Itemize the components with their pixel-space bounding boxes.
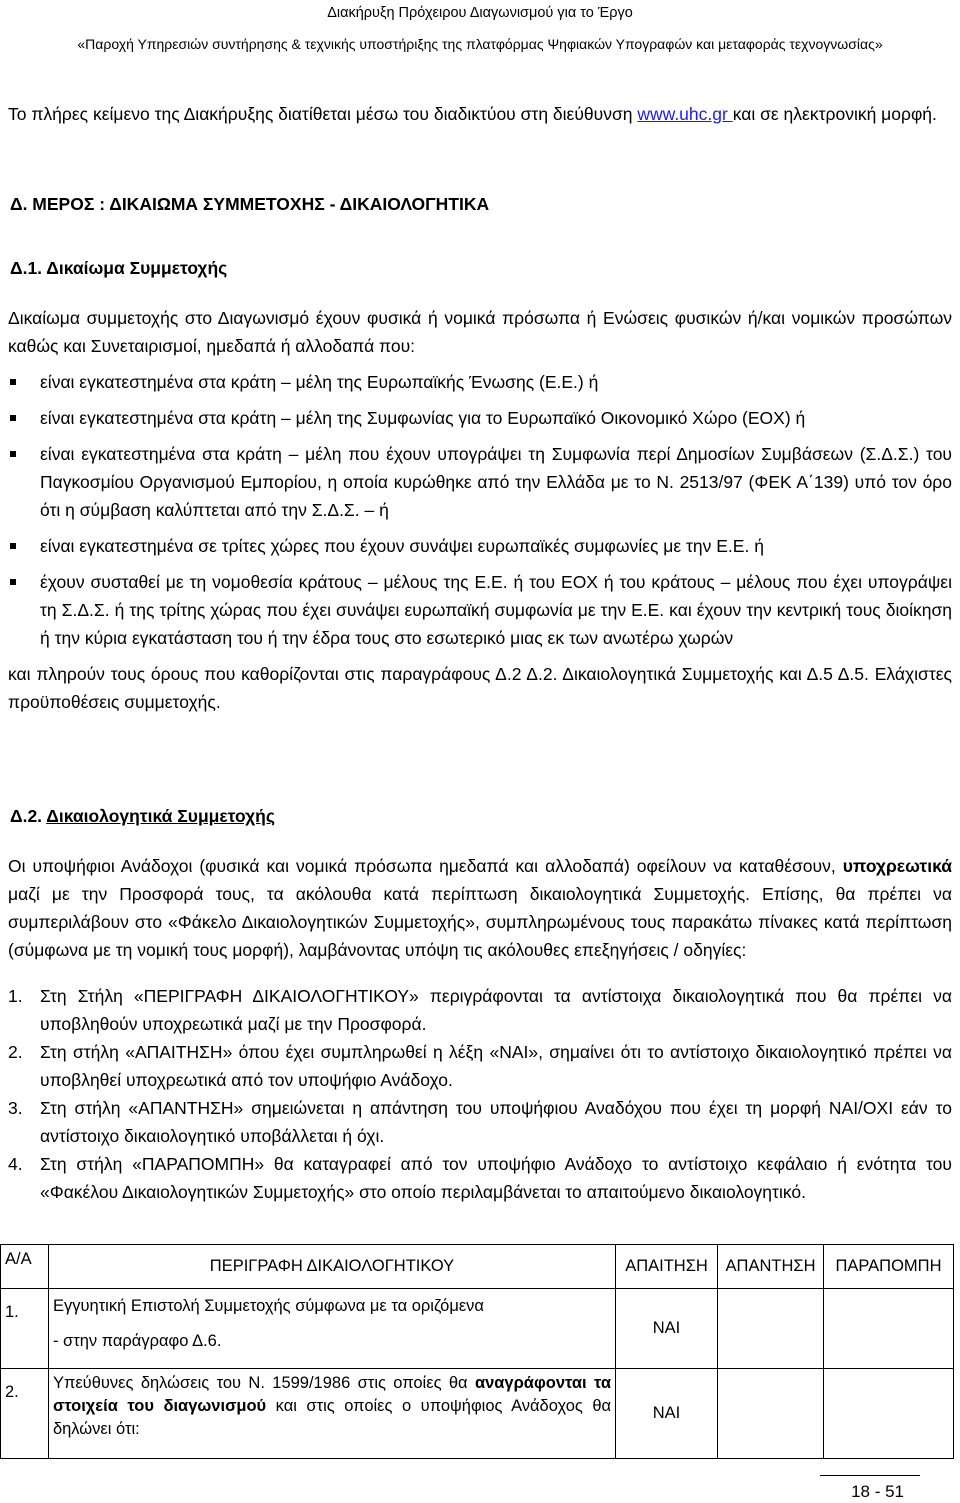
eligibility-list bbox=[8, 368, 952, 652]
running-header-project: «Παροχή Υπηρεσιών συντήρησης & τεχνικής υποστήριξης της πλατφόρμας Ψηφιακών Υπογραφών και μεταφοράς τεχνογνωσίας» bbox=[77, 36, 883, 52]
square-bullet-icon bbox=[10, 543, 16, 549]
square-bullet-icon bbox=[10, 379, 16, 385]
subsection-1-number: Δ.1. bbox=[10, 258, 47, 278]
list-item: 1. Στη Στήλη «ΠΕΡΙΓΡΑΦΗ ΔΙΚΑΙΟΛΟΓΗΤΙΚΟΥ» περιγράφονται τα αντίστοιχα δικαιολογητικά που θα πρέπει να υποβληθούν υποχρεωτικά μαζί με την Προσφορά. bbox=[8, 986, 952, 1034]
subsection-2-body bbox=[8, 852, 952, 1206]
row-number: 2. bbox=[1, 1369, 49, 1459]
page-number-rule bbox=[820, 1475, 920, 1476]
row-answer[interactable] bbox=[718, 1289, 824, 1369]
table-row bbox=[1, 1369, 954, 1459]
list-item: είναι εγκατεστημένα στα κράτη – μέλη της Συμφωνίας για το Ευρωπαϊκό Οικονομικό Χώρο (ΕΟΧ) ή bbox=[8, 404, 952, 432]
table-row bbox=[1, 1289, 954, 1369]
page-number: 18 - 51 bbox=[851, 1482, 904, 1501]
list-item: είναι εγκατεστημένα σε τρίτες χώρες που έχουν συνάψει ευρωπαϊκές συμφωνίες με την Ε.Ε. ή bbox=[8, 532, 952, 560]
row-requirement: ΝΑΙ bbox=[616, 1289, 718, 1369]
list-item: 4. Στη στήλη «ΠΑΡΑΠΟΜΠΗ» θα καταγραφεί από τον υποψήφιο Ανάδοχο το αντίστοιχο κεφάλαιο ή ενότητα του «Φακέλου Δικαιολογητικών Συμμετοχής» στο οποίο περιλαμβάνεται το απαιτούμενο δικαιολογητικό. bbox=[8, 1154, 952, 1202]
row-reference[interactable] bbox=[824, 1289, 954, 1369]
uhc-link[interactable]: www.uhc.gr bbox=[637, 104, 733, 124]
square-bullet-icon bbox=[10, 579, 16, 585]
list-item: 2. Στη στήλη «ΑΠΑΙΤΗΣΗ» όπου έχει συμπληρωθεί η λέξη «ΝΑΙ», σημαίνει ότι το αντίστοιχο δικαιολογητικό πρέπει να υποβληθεί υποχρεωτικά από τον υποψήφιο Ανάδοχο. bbox=[8, 1042, 952, 1090]
header-answer: ΑΠΑΝΤΗΣΗ bbox=[718, 1245, 824, 1289]
mandatory-bold: υποχρεωτικά bbox=[842, 856, 952, 876]
list-item: είναι εγκατεστημένα στα κράτη – μέλη που έχουν υπογράψει τη Συμφωνία περί Δημοσίων Συμβάσεων (Σ.Δ.Σ.) του Παγκοσμίου Οργανισμού Εμπορίου, η οποία κυρώθηκε από την Ελλάδα με το Ν. 2513/97 (ΦΕΚ Α΄139) υπό τον όρο ότι η σύμβαση καλύπτεται από την Σ.Δ.Σ. – ή bbox=[8, 440, 952, 524]
subsection-2-number: Δ.2. bbox=[10, 806, 47, 826]
row-description: Υπεύθυνες δηλώσεις του Ν. 1599/1986 στις οποίες θα αναγράφονται τα στοιχεία του διαγωνισμού και στις οποίες ο υποψήφιος Ανάδοχος θα δηλώνει ότι: bbox=[48, 1369, 615, 1459]
subsection-1-heading bbox=[10, 254, 954, 282]
documents-table bbox=[0, 1244, 954, 1459]
row-reference[interactable] bbox=[824, 1369, 954, 1459]
header-reference: ΠΑΡΑΠΟΜΠΗ bbox=[824, 1245, 954, 1289]
subsection-1-title: Δικαίωμα Συμμετοχής bbox=[46, 258, 228, 278]
row-requirement: ΝΑΙ bbox=[616, 1369, 718, 1459]
subsection-2-heading bbox=[10, 802, 954, 830]
instructions-list bbox=[8, 982, 952, 1206]
square-bullet-icon bbox=[10, 451, 16, 457]
header-requirement: ΑΠΑΙΤΗΣΗ bbox=[616, 1245, 718, 1289]
list-item: 3. Στη στήλη «ΑΠΑΝΤΗΣΗ» σημειώνεται η απάντηση του υποψήφιου Αναδόχου που έχει τη μορφή ΝΑΙ/ΟΧΙ εάν το αντίστοιχο δικαιολογητικό υποβάλλεται ή όχι. bbox=[8, 1098, 952, 1146]
intro-text-after: και σε ηλεκτρονική μορφή. bbox=[732, 104, 937, 124]
intro-paragraph bbox=[8, 100, 952, 128]
list-item: έχουν συσταθεί με τη νομοθεσία κράτους – μέλους της Ε.Ε. ή του ΕΟΧ ή του κράτους – μέλους που έχει υπογράψει τη Σ.Δ.Σ. ή της τρίτης χώρας που έχει συνάψει ευρωπαϊκή συμφωνία με την Ε.Ε. και έχουν την κεντρική τους διοίκηση ή την κύρια εγκατάσταση του ή την έδρα τους στο εσωτερικό μιας εκ των ανωτέρω χωρών bbox=[8, 568, 952, 652]
eligibility-closing: και πληρούν τους όρους που καθορίζονται στις παραγράφους Δ.2 Δ.2. Δικαιολογητικά Συμμετοχής και Δ.5 Δ.5. Ελάχιστες προϋποθέσεις συμμετοχής. bbox=[8, 664, 952, 712]
subsection-1-body bbox=[8, 304, 952, 716]
row-number: 1. bbox=[1, 1289, 49, 1369]
running-header-title: Διακήρυξη Πρόχειρου Διαγωνισμού για το Έργο bbox=[327, 5, 633, 21]
table-header-row bbox=[1, 1245, 954, 1289]
row-description: Εγγυητική Επιστολή Συμμετοχής σύμφωνα με τα οριζόμενα - στην παράγραφο Δ.6. bbox=[48, 1289, 615, 1369]
documents-paragraph: Οι υποψήφιοι Ανάδοχοι (φυσικά και νομικά πρόσωπα ημεδαπά και αλλοδαπά) οφείλουν να καταθέσουν, υποχρεωτικά μαζί με την Προσφορά τους, τα ακόλουθα κατά περίπτωση δικαιολογητικά Συμμετοχής. Επίσης, θα πρέπει να συμπεριλάβουν στο «Φάκελο Δικαιολογητικών Συμμετοχής», συμπληρωμένους τους παρακάτω πίνακες κατά περίπτωση (σύμφωνα με τη νομική τους μορφή), λαμβάνοντας υπόψη τις ακόλουθες επεξηγήσεις / οδηγίες: bbox=[8, 856, 952, 960]
square-bullet-icon bbox=[10, 415, 16, 421]
intro-text: Το πλήρες κείμενο της Διακήρυξης διατίθεται μέσω του διαδικτύου στη διεύθυνση bbox=[8, 104, 638, 124]
header-aa: Α/Α bbox=[1, 1245, 49, 1289]
header-description: ΠΕΡΙΓΡΑΦΗ ΔΙΚΑΙΟΛΟΓΗΤΙΚΟΥ bbox=[48, 1245, 615, 1289]
list-item: είναι εγκατεστημένα στα κράτη – μέλη της Ευρωπαϊκής Ένωσης (Ε.Ε.) ή bbox=[8, 368, 952, 396]
row-answer[interactable] bbox=[718, 1369, 824, 1459]
subsection-2-title: Δικαιολογητικά Συμμετοχής bbox=[46, 806, 275, 826]
eligibility-intro: Δικαίωμα συμμετοχής στο Διαγωνισμό έχουν φυσικά ή νομικά πρόσωπα ή Ενώσεις φυσικών ή/και νομικών προσώπων καθώς και Συνεταιρισμοί, ημεδαπά ή αλλοδαπά που: bbox=[8, 308, 952, 356]
section-title: Δ. ΜΕΡΟΣ : ΔΙΚΑΙΩΜΑ ΣΥΜΜΕΤΟΧΗΣ - ΔΙΚΑΙΟΛΟΓΗΤΙΚΑ bbox=[10, 194, 490, 214]
